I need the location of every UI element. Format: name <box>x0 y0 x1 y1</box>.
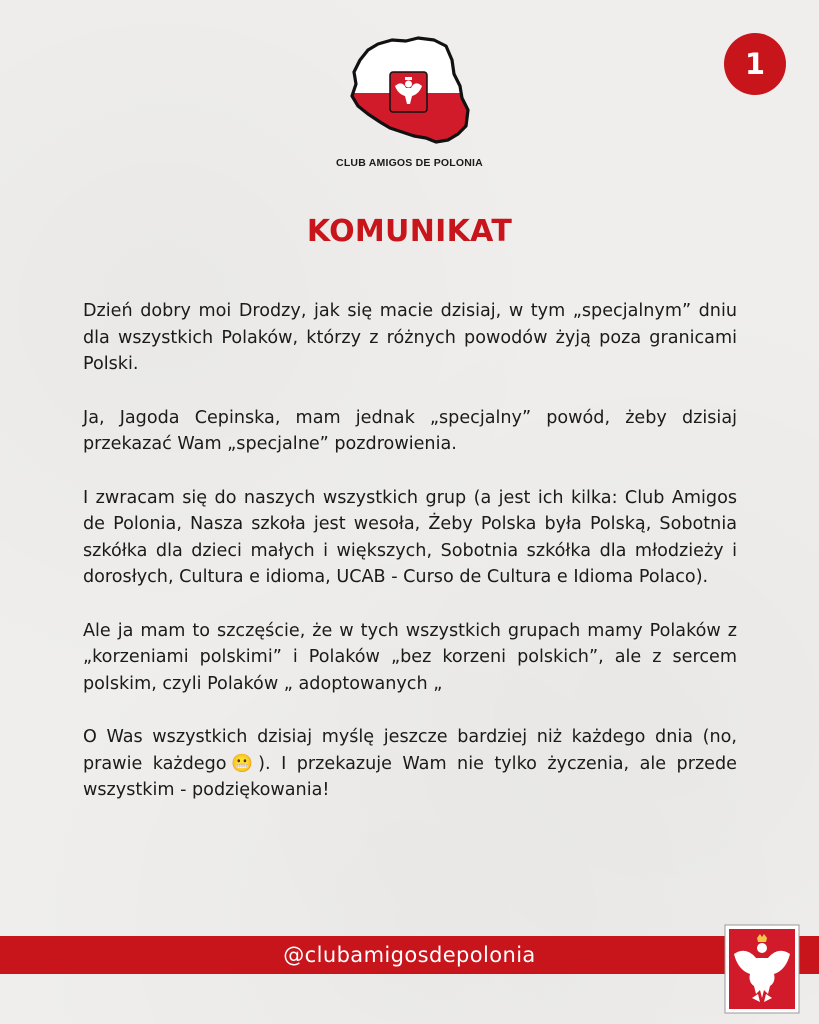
logo <box>340 36 480 148</box>
paragraph: Ale ja mam to szczęście, że w tych wszystkich grupach mamy Polaków z „korzeniami polskimi” i Polaków „bez korzeni polskich”, ale z sercem polskim, czyli Polaków „ adoptowanych „ <box>83 620 737 694</box>
page-number-badge: 1 <box>724 33 786 95</box>
social-handle[interactable]: @clubamigosdepolonia <box>283 943 536 967</box>
paragraph: I zwracam się do naszych wszystkich grup (a jest ich kilka: Club Amigos de Polonia, Nasza szkoła jest wesoła, Żeby Polska była Polską, Sobotnia szkółka dla dzieci małych i większych, Sobotnia szkółka dla młodzieży i dorosłych, Cultura e idioma, UCAB - Curso de Cultura e Idioma Polaco). <box>83 487 737 587</box>
poland-map-with-eagle-icon <box>340 36 480 148</box>
paragraph: Ja, Jagoda Cepinska, mam jednak „specjalny” powód, żeby dzisiaj przekazać Wam „specjalne” pozdrowienia. <box>83 407 737 454</box>
paragraph: O Was wszystkich dzisiaj myślę jeszcze bardziej niż każdego dnia (no, prawie każdego😬). I przekazuje Wam nie tylko życzenia, ale przede wszystkim - podziękowania! <box>83 727 737 800</box>
page-title: KOMUNIKAT <box>306 214 513 249</box>
polish-eagle-emblem-icon <box>724 924 800 1014</box>
paragraph: Dzień dobry moi Drodzy, jak się macie dzisiaj, w tym „specjalnym” dniu dla wszystkich Polaków, którzy z różnych powodów żyją poza granicami Polski. <box>83 301 737 374</box>
club-name: CLUB AMIGOS DE POLONIA <box>336 157 483 169</box>
message-body <box>83 298 737 831</box>
